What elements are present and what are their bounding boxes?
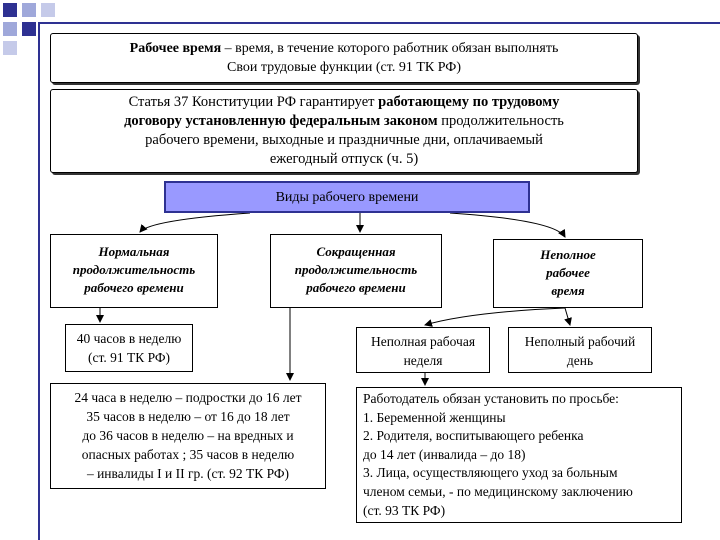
reduced-detail-line-3: до 36 часов в неделю – на вредных и [82,428,294,443]
type-part-line-3: время [551,283,585,298]
constitution-text-2b: продолжительность [437,113,564,129]
type-reduced-line-1: Сокращенная [316,244,396,259]
part-day-line-2: день [566,353,594,368]
employer-line-6: членом семьи, - по медицинскому заключению [363,483,633,499]
normal-detail-line-1: 40 часов в неделю [76,331,182,346]
normal-detail-line-2: (ст. 91 ТК РФ) [87,350,171,365]
employer-line-7: (ст. 93 ТК РФ) [363,502,446,518]
constitution-text-2a: договору установленную федеральным законом [124,113,438,129]
normal-detail-box [65,324,193,372]
employer-line-5: 3. Лица, осуществляющего уход за больным [363,465,618,481]
constitution-line-1 [51,93,637,112]
employer-line-2: 1. Беременной женщины [363,409,506,425]
type-reduced-line-2: продолжительность [294,262,418,277]
definition-box [50,33,638,83]
constitution-line-4: ежегодный отпуск (ч. 5) [269,151,419,167]
definition-line-2: Свои трудовые функции (ст. 91 ТК РФ) [226,60,461,75]
type-normal-box [50,234,218,308]
part-week-line-1: Неполная рабочая [370,334,476,349]
definition-term: Рабочее время [129,41,222,56]
part-week-box [356,327,490,373]
reduced-detail-line-5: – инвалиды I и II гр. (ст. 92 ТК РФ) [86,466,290,481]
employer-line-1: Работодатель обязан установить по просьбе: [363,391,619,406]
reduced-detail-line-1: 24 часа в неделю – подростки до 16 лет [74,390,302,405]
type-reduced-line-3: рабочего времени [306,280,406,295]
part-day-line-1: Неполный рабочий [524,334,636,349]
type-normal-line-1: Нормальная [98,244,170,259]
constitution-line-2 [51,112,637,131]
employer-line-3: 2. Родителя, воспитывающего ребенка [363,428,584,444]
part-week-line-2: неделя [403,353,443,368]
type-part-box [493,239,643,308]
employer-box [356,387,682,523]
reduced-detail-line-2: 35 часов в неделю – от 16 до 18 лет [86,409,290,424]
employer-line-4: до 14 лет (инвалида – до 18) [363,446,526,462]
definition-text: – время, в течение которого работник обязан выполнять [221,41,559,56]
constitution-line-3: рабочего времени, выходные и праздничные дни, оплачиваемый [145,132,543,148]
type-normal-line-3: рабочего времени [84,280,184,295]
reduced-detail-box [50,383,326,489]
type-part-line-1: Неполное [540,247,596,262]
type-part-line-2: рабочее [546,265,590,280]
type-reduced-box [270,234,442,308]
constitution-box [50,89,638,173]
constitution-text-1b: работающему по трудовому [378,94,560,110]
part-day-box [508,327,652,373]
types-header: Виды рабочего времени [164,181,530,213]
reduced-detail-line-4: опасных работах ; 35 часов в неделю [81,447,295,462]
type-normal-line-2: продолжительность [72,262,196,277]
definition-line-1 [51,39,637,58]
constitution-text-1a: Статья 37 Конституции РФ гарантирует [128,94,379,110]
